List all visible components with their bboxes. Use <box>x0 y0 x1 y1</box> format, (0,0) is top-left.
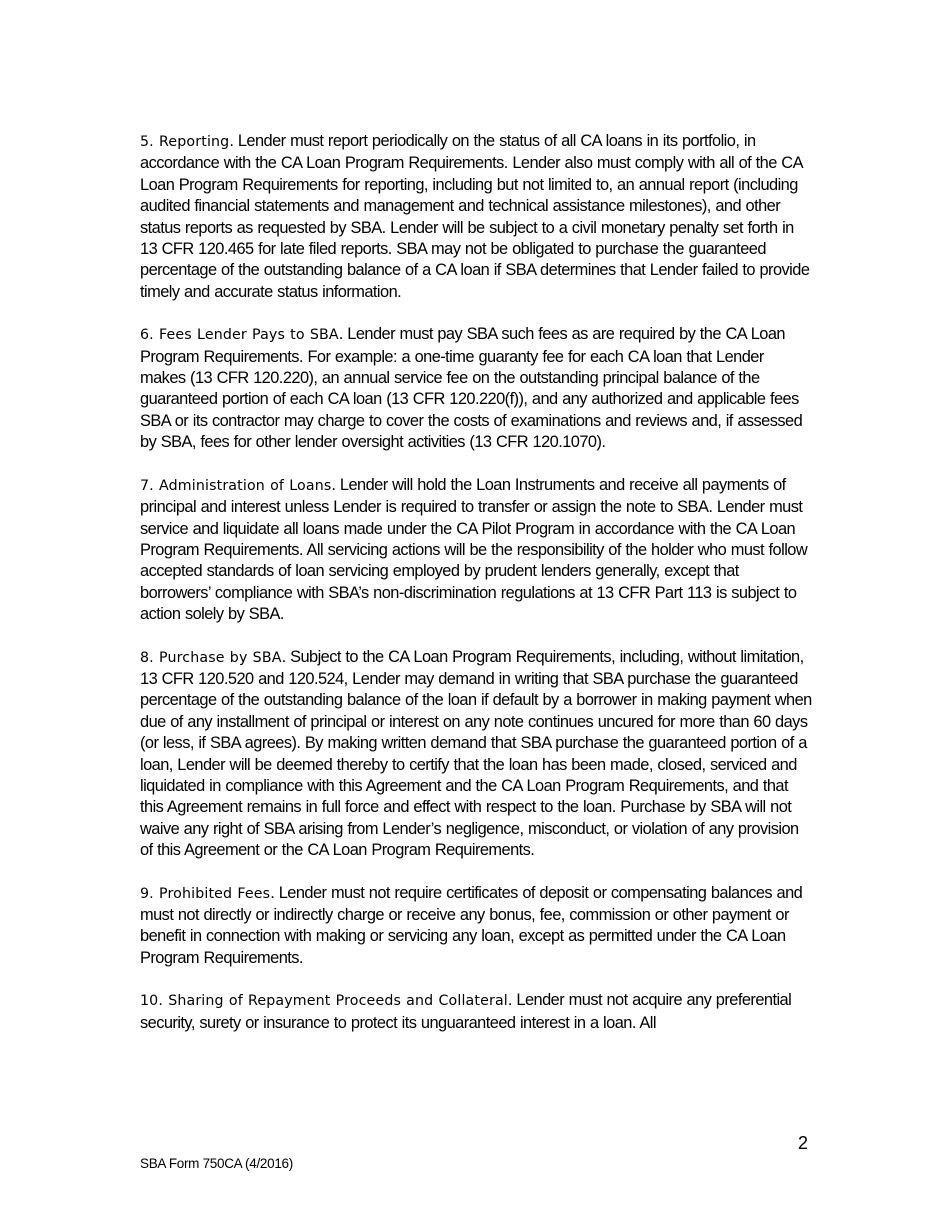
section-text: . Lender must report periodically on the status of all CA loans in its portfolio, in accordance with the CA Loan Program Requirements. Lender also must comply with all of the CA Loan Program Requirements for reporting, including but not limited to, an annual report (including audited financial statements and management and technical assistance milestones), and other status reports as requested by SBA. Lender will be subject to a civil monetary penalty set forth in 13 CFR 120.465 for late filed reports. SBA may not be obligated to purchase the guaranteed percentage of the outstanding balance of a CA loan if SBA determines that Lender failed to provide timely and accurate status information. <box>140 132 810 301</box>
section-heading: 6. Fees Lender Pays to SBA <box>140 327 339 344</box>
section-text: . Lender will hold the Loan Instruments and receive all payments of principal and interest unless Lender is required to transfer or assign the note to SBA. Lender must service and liquidate all loans made under the CA Pilot Program in accordance with the CA Loan Program Requirements. All servicing actions will be the responsibility of the holder who must follow accepted standards of loan servicing employed by prudent lenders generally, except that borrowers’ compliance with SBA’s non-discrimination regulations at 13 CFR Part 113 is subject to action solely by SBA. <box>140 475 808 624</box>
page-number: 2 <box>798 1133 809 1153</box>
section-prohibited-fees <box>140 883 812 970</box>
section-fees-lender-pays <box>140 324 812 453</box>
section-administration-of-loans <box>140 475 812 626</box>
section-reporting <box>140 131 812 303</box>
section-text: . Subject to the CA Loan Program Requirements, including, without limitation, 13 CFR 120.520 and 120.524, Lender may demand in writing that SBA purchase the guaranteed percentage of the outstanding balance of the loan if default by a borrower in making payment when due of any installment of principal or interest on any note continues uncured for more than 60 days (or less, if SBA agrees). By making written demand that SBA purchase the guaranteed portion of a loan, Lender will be deemed thereby to certify that the loan has been made, closed, serviced and liquidated in compliance with this Agreement and the CA Loan Program Requirements, and that this Agreement remains in full force and effect with respect to the loan. Purchase by SBA will not waive any right of SBA arising from Lender’s negligence, misconduct, or violation of any provision of this Agreement or the CA Loan Program Requirements. <box>140 647 812 860</box>
section-text: . Lender must not require certificates of deposit or compensating balances and must not directly or indirectly charge or receive any bonus, fee, commission or other payment or benefit in connection with making or servicing any loan, except as permitted under the CA Loan Program Requirements. <box>140 883 803 967</box>
form-footer: SBA Form 750CA (4/2016) <box>140 1156 293 1171</box>
section-heading: 7. Administration of Loans <box>140 477 332 494</box>
section-heading: 10. Sharing of Repayment Proceeds and Collateral <box>140 993 508 1010</box>
section-heading: 8. Purchase by SBA <box>140 649 282 666</box>
section-purchase-by-sba <box>140 647 812 862</box>
section-text: . Lender must not acquire any preferential security, surety or insurance to protect its unguaranteed interest in a loan. All <box>140 991 792 1032</box>
section-heading: 9. Prohibited Fees <box>140 885 271 902</box>
section-text: . Lender must pay SBA such fees as are required by the CA Loan Program Requirements. For example: a one-time guaranty fee for each CA loan that Lender makes (13 CFR 120.220), an annual service fee on the outstanding principal balance of the guaranteed portion of each CA loan (13 CFR 120.220(f)), and any authorized and applicable fees SBA or its contractor may charge to cover the costs of examinations and reviews and, if assessed by SBA, fees for other lender oversight activities (13 CFR 120.1070). <box>140 325 803 452</box>
section-sharing-of-repayment <box>140 990 812 1034</box>
section-heading: 5. Reporting <box>140 134 230 150</box>
document-body <box>140 131 812 1055</box>
